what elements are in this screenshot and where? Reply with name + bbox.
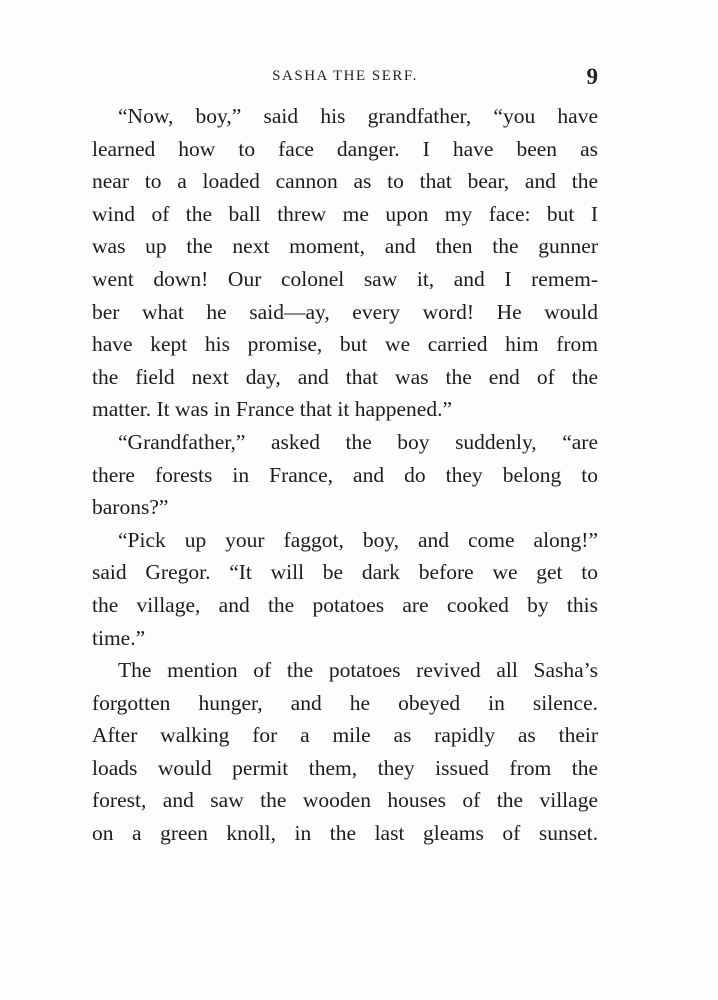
running-head xyxy=(92,64,598,94)
text-line: loads would permit them, they issued from the xyxy=(92,755,598,780)
text-line: learned how to face danger. I have been as xyxy=(92,136,598,161)
text-line: said Gregor. “It will be dark before we get to xyxy=(92,560,598,585)
text-line: After walking for a mile as rapidly as their xyxy=(92,723,598,748)
text-line: ber what he said—ay, every word! He would xyxy=(92,299,598,324)
text-line: “Now, boy,” said his grandfather, “you have xyxy=(118,104,598,128)
text-line: there forests in France, and do they belong to xyxy=(92,462,598,487)
text-line: forest, and saw the wooden houses of the village xyxy=(92,788,598,813)
text-line: the field next day, and that was the end of the xyxy=(92,364,598,389)
text-line: barons?” xyxy=(92,495,169,520)
text-line: near to a loaded cannon as to that bear, and the xyxy=(92,169,598,194)
text-line: was up the next moment, and then the gunner xyxy=(92,234,598,259)
text-line: matter. It was in France that it happened.” xyxy=(92,397,452,422)
text-line: “Grandfather,” asked the boy suddenly, “are xyxy=(118,429,598,454)
text-line: time.” xyxy=(92,625,146,650)
text-line: have kept his promise, but we carried him from xyxy=(92,332,598,357)
body-text xyxy=(92,100,598,850)
text-line: wind of the ball threw me upon my face: but I xyxy=(92,201,598,226)
page-number: 9 xyxy=(586,64,598,89)
text-line: The mention of the potatoes revived all Sasha’s xyxy=(118,658,598,683)
text-line: went down! Our colonel saw it, and I remem- xyxy=(92,266,598,291)
text-line: “Pick up your faggot, boy, and come along!” xyxy=(118,527,598,552)
text-line: forgotten hunger, and he obeyed in silence. xyxy=(92,690,598,715)
running-title: SASHA THE SERF. xyxy=(272,68,418,84)
text-line: on a green knoll, in the last gleams of sunset. xyxy=(92,821,598,846)
text-line: the village, and the potatoes are cooked by this xyxy=(92,592,598,617)
